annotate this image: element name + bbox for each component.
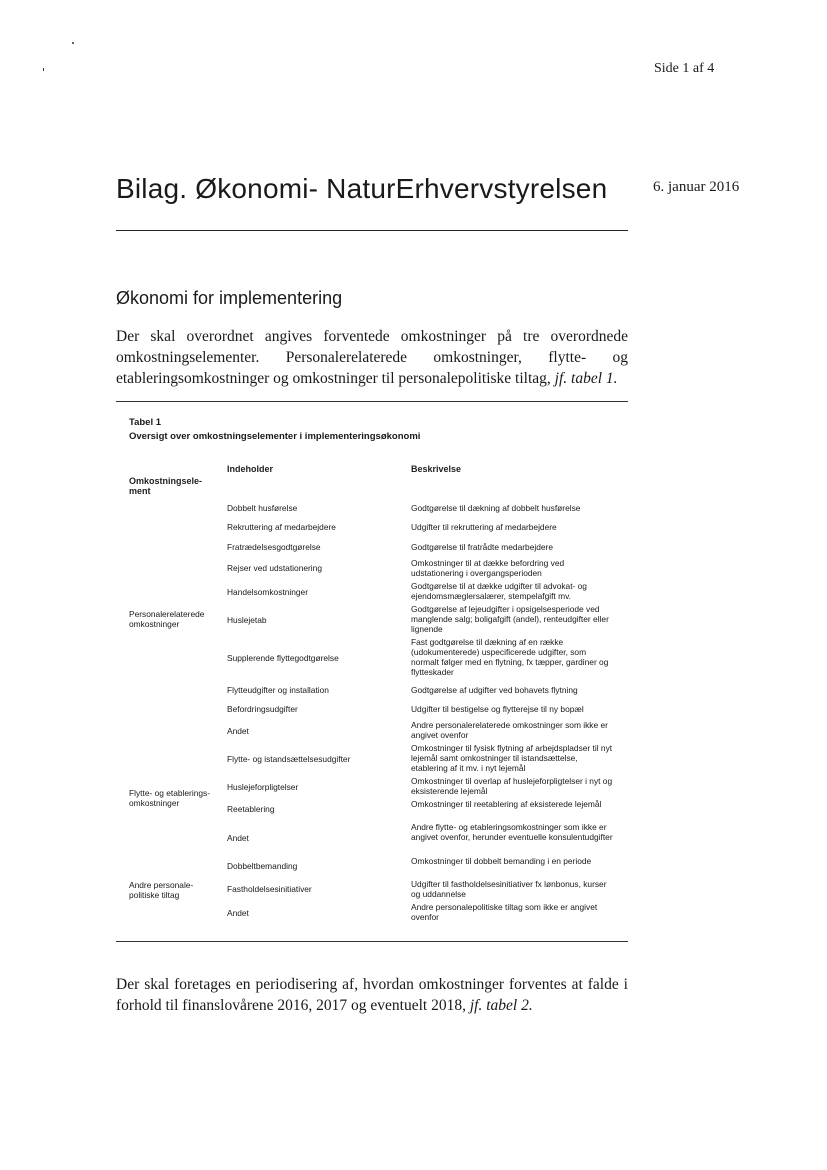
section-heading: Økonomi for implementering xyxy=(116,288,343,308)
outro-text: Der skal foretages en periodisering af, hvordan omkostninger forventes at falde i forhold til finanslovårene 2016, 2017 og eventuelt 2018, xyxy=(116,976,628,1014)
group-label: Andre personale-politiske tiltag xyxy=(129,880,194,900)
scan-speck xyxy=(43,68,44,71)
table-title: Oversigt over omkostningselementer i implementeringsøkonomi xyxy=(129,431,421,442)
table-row-item: Huslejetab xyxy=(227,615,267,625)
table-row-item: Huslejeforpligtelser xyxy=(227,782,299,792)
table-row-item: Befordringsudgifter xyxy=(227,704,298,714)
table-row-description: Godtgørelse af lejeudgifter i opsigelsesperiode ved manglende salg; boligafgift (andel), renteudgifter eller lignende xyxy=(411,604,609,634)
table-row-description: Omkostninger til dobbelt bemanding i en periode xyxy=(411,856,592,866)
table-row-item: Rekruttering af medarbejdere xyxy=(227,522,336,532)
table-row-description: Omkostninger til overlap af huslejeforpligtelser i nyt og eksisterende lejemål xyxy=(411,776,613,796)
title-divider xyxy=(116,230,628,231)
group-label: Personalerelaterede omkostninger xyxy=(129,609,205,629)
table-row-item: Flytte- og istandsættelsesudgifter xyxy=(227,754,351,764)
table-row-item: Handelsomkostninger xyxy=(227,587,309,597)
table-bottom-rule xyxy=(116,941,628,942)
table-row-description: Omkostninger til at dække befordring ved udstationering i overgangsperioden xyxy=(411,558,565,578)
table-row-description: Udgifter til rekruttering af medarbejdere xyxy=(411,522,557,532)
column-header-description: Beskrivelse xyxy=(411,464,462,474)
table-row-description: Godtgørelse til fratrådte medarbejdere xyxy=(411,542,553,552)
table-row-item: Fratrædelsesgodtgørelse xyxy=(227,542,321,552)
table-row-item: Andet xyxy=(227,726,249,736)
page-number: Side 1 af 4 xyxy=(654,61,715,76)
table-row-description: Udgifter til bestigelse og flytterejse til ny bopæl xyxy=(411,704,584,714)
table-row-description: Andre personalepolitiske tiltag som ikke er angivet ovenfor xyxy=(411,902,598,922)
table-row-item: Supplerende flyttegodtgørelse xyxy=(227,653,339,663)
intro-reference: jf. tabel 1. xyxy=(554,370,618,387)
table-row-item: Flytteudgifter og installation xyxy=(227,685,329,695)
table-number: Tabel 1 xyxy=(129,417,162,428)
table-row-item: Rejser ved udstationering xyxy=(227,563,322,573)
table-row-description: Omkostninger til reetablering af eksisterede lejemål xyxy=(411,799,602,809)
table-row-item: Dobbelt husførelse xyxy=(227,503,298,513)
document-title: Bilag. Økonomi- NaturErhvervstyrelsen xyxy=(116,173,608,204)
intro-text: Der skal overordnet angives forventede omkostninger på tre overordnede omkostningselementer. Personalerelaterede omkostninger, flytte- og etableringsomkostninger og omkostninger til personalepolitiske tiltag, xyxy=(116,328,628,387)
table-row-description: Andre flytte- og etableringsomkostninger som ikke er angivet ovenfor, herunder eventuelle konsulentudgifter xyxy=(411,822,613,842)
table-row-description: Andre personalerelaterede omkostninger som ikke er angivet ovenfor xyxy=(411,720,608,740)
table-row-description: Godtgørelse til dækning af dobbelt husførelse xyxy=(411,503,581,513)
outro-paragraph xyxy=(116,974,628,1016)
table-row-item: Andet xyxy=(227,833,249,843)
table-row-item: Reetablering xyxy=(227,804,275,814)
group-label: Flytte- og etablerings-omkostninger xyxy=(129,788,210,808)
table-top-rule xyxy=(116,401,628,402)
table-row-description: Udgifter til fastholdelsesinitiativer fx lønbonus, kurser og uddannelse xyxy=(411,879,607,899)
column-header-contents: Indeholder xyxy=(227,464,274,474)
table-row-description: Fast godtgørelse til dækning af en række (udokumenterede) uspecificerede udgifter, som normalt følger med en flytning, fx tæpper, gardiner og flytteskader xyxy=(411,637,609,677)
table-row-item: Dobbeltbemanding xyxy=(227,861,298,871)
table-row-item: Fastholdelsesinitiativer xyxy=(227,884,312,894)
table-row-description: Godtgørelse til at dække udgifter til advokat- og ejendomsmæglersalærer, stempelafgift mv. xyxy=(411,581,587,601)
table-row-description: Godtgørelse af udgifter ved bohavets flytning xyxy=(411,685,578,695)
table-row-description: Omkostninger til fysisk flytning af arbejdspladser til nyt lejemål samt omkostninger til istandsættelse, etablering af it mv. i nyt lejemål xyxy=(411,743,613,773)
table-row-item: Andet xyxy=(227,908,249,918)
column-header-element: Omkostningsele-ment xyxy=(129,476,203,496)
scan-speck xyxy=(72,42,74,44)
intro-paragraph xyxy=(116,326,628,389)
outro-reference: jf. tabel 2. xyxy=(469,997,533,1014)
document-date: 6. januar 2016 xyxy=(653,179,740,195)
